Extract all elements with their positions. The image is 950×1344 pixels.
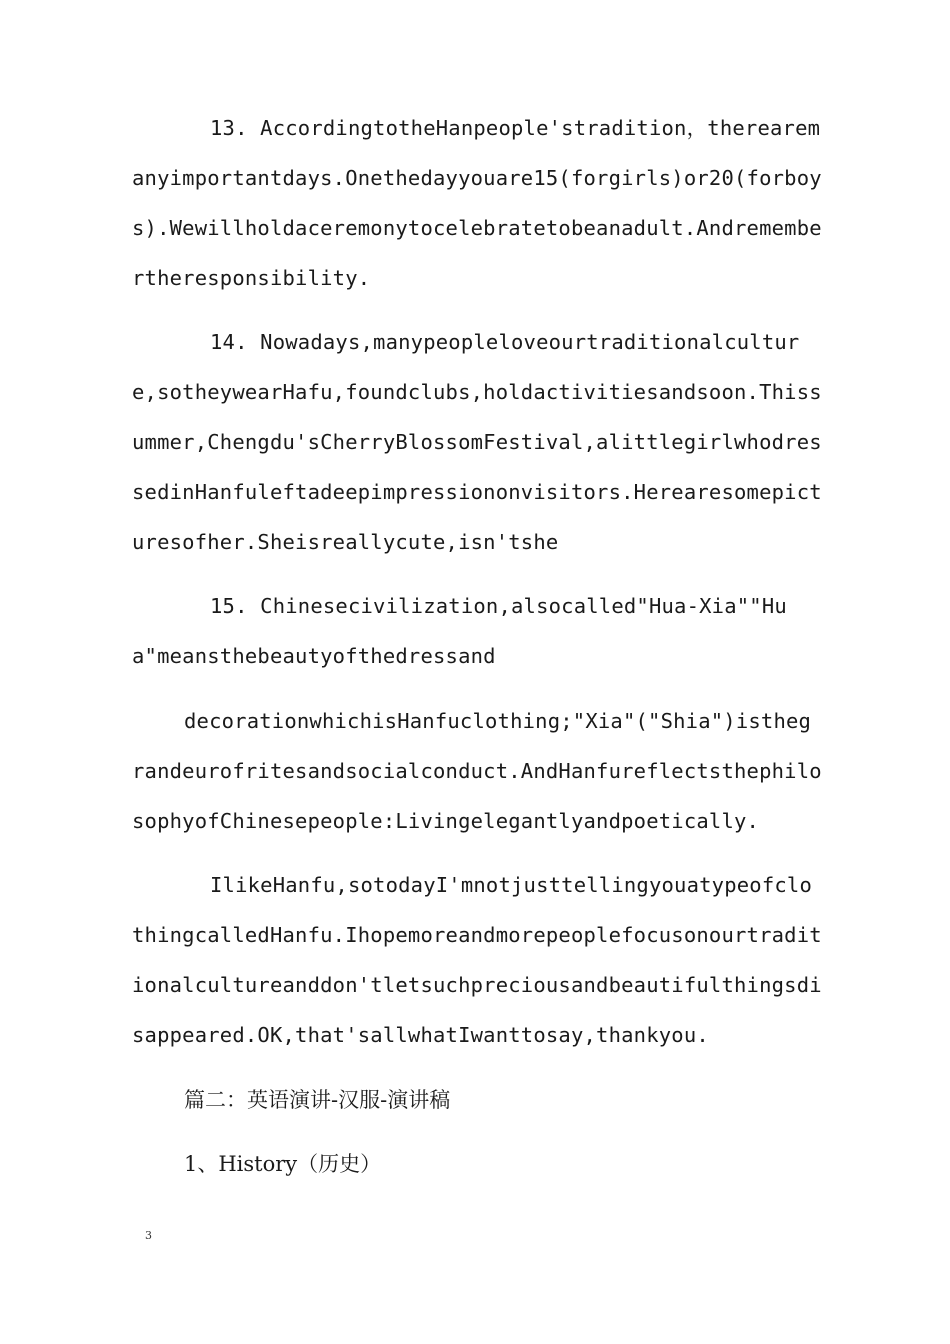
paragraph-15-part2: decorationwhichisHanfuclothing;"Xia"("Shia")isthegrandeurofritesandsocialconduct.AndHanfureflectsthephilosophyofChinesepeople:Livingelegantlyandpoetically. (132, 709, 822, 833)
page-number: 3 (145, 1229, 152, 1242)
subheading-history: 1、History（历史） (184, 1152, 382, 1176)
section-heading: 篇二：英语演讲-汉服-演讲稿 (184, 1088, 451, 1112)
paragraph-15-part1: 15. Chinesecivilization,alsocalled"Hua-Xia""Hua"meansthebeautyofthedressand (132, 594, 787, 668)
closing-paragraph: IlikeHanfu,sotodayI'mnotjusttellingyouatypeofclothingcalledHanfu.Ihopemoreandmorepeoplefocusonourtraditionalcultureanddon'tletsuchpreciousandbeautifulthingsdisappeared.OK,that'sallwhatIwanttosay,thankyou. (132, 873, 822, 1047)
paragraph-14: 14. Nowadays,manypeopleloveourtraditionalculture,sotheywearHafu,foundclubs,holdactivitiesandsoon.Thissummer,Chengdu'sCherryBlossomFestival,alittlegirlwhodressedinHanfuleftadeepimpressiononvisitors.Herearesomepicturesofher.Sheisreallycute,isn'tshe (132, 330, 822, 554)
paragraph-13: 13. AccordingtotheHanpeople'stradition，therearemanyimportantdays.Onethedayyouare15(forgirls)or20(forboys).Wewillholdaceremonytocelebratetobeanadult.Andremembertheresponsibility. (132, 116, 822, 290)
